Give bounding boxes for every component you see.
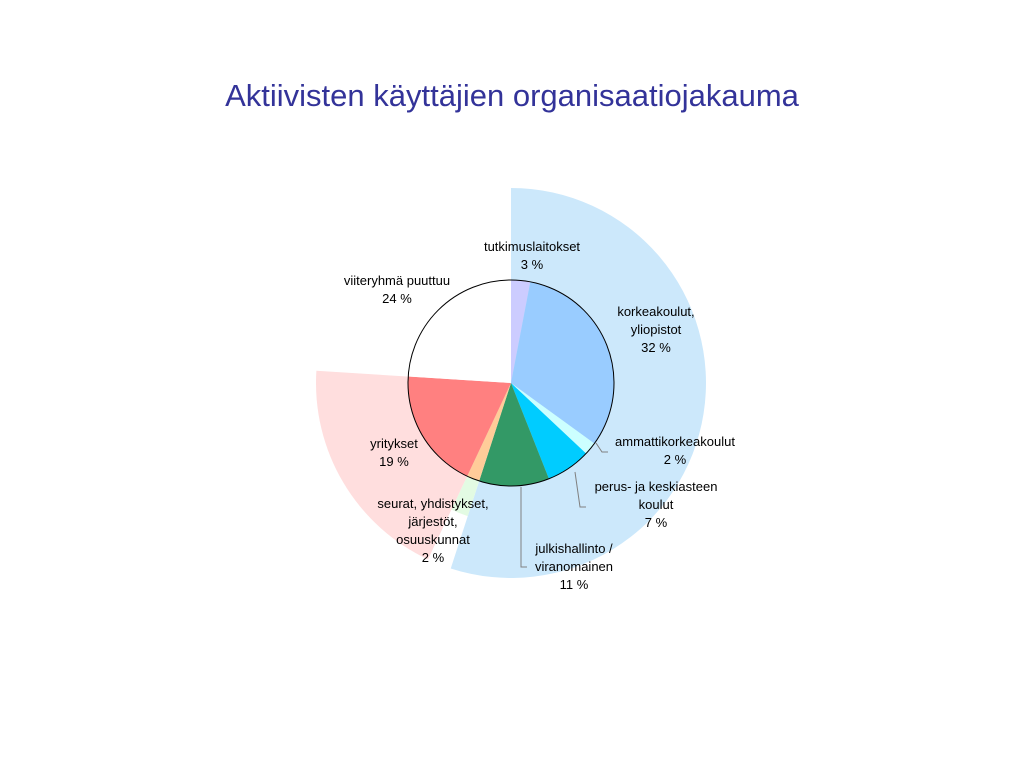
label-line: seurat, yhdistykset, (377, 496, 489, 511)
label-line: korkeakoulut, (617, 304, 695, 319)
label-line: järjestöt, (408, 514, 458, 529)
label-line: 19 % (379, 454, 409, 469)
label-line: viranomainen (534, 559, 614, 574)
label-line: 2 % (663, 452, 687, 467)
label-line: julkishallinto / (535, 541, 613, 556)
label-line: yritykset (370, 436, 418, 451)
label-line: viiteryhmä puuttuu (343, 273, 451, 288)
label-viiteryhma-puuttuu (344, 273, 450, 306)
label-line: 11 % (559, 577, 589, 592)
label-line: osuuskunnat (396, 532, 470, 547)
slice-viiteryhma-puuttuu (408, 280, 511, 383)
chart-title: Aktiivisten käyttäjien organisaatiojakauma (225, 78, 799, 113)
label-julkishallinto-viranomainen (534, 541, 613, 592)
label-line: 7 % (644, 515, 668, 530)
label-line: yliopistot (630, 322, 682, 337)
pie-slices (408, 280, 614, 486)
label-line: koulut (638, 497, 674, 512)
label-line: 24 % (382, 291, 412, 306)
label-line: ammattikorkeakoulut (615, 434, 735, 449)
label-line: 32 % (641, 340, 671, 355)
label-line: 3 % (520, 257, 544, 272)
label-line: tutkimuslaitokset (483, 239, 581, 254)
label-line: 2 % (421, 550, 445, 565)
label-line: perus- ja keskiasteen (594, 479, 718, 494)
